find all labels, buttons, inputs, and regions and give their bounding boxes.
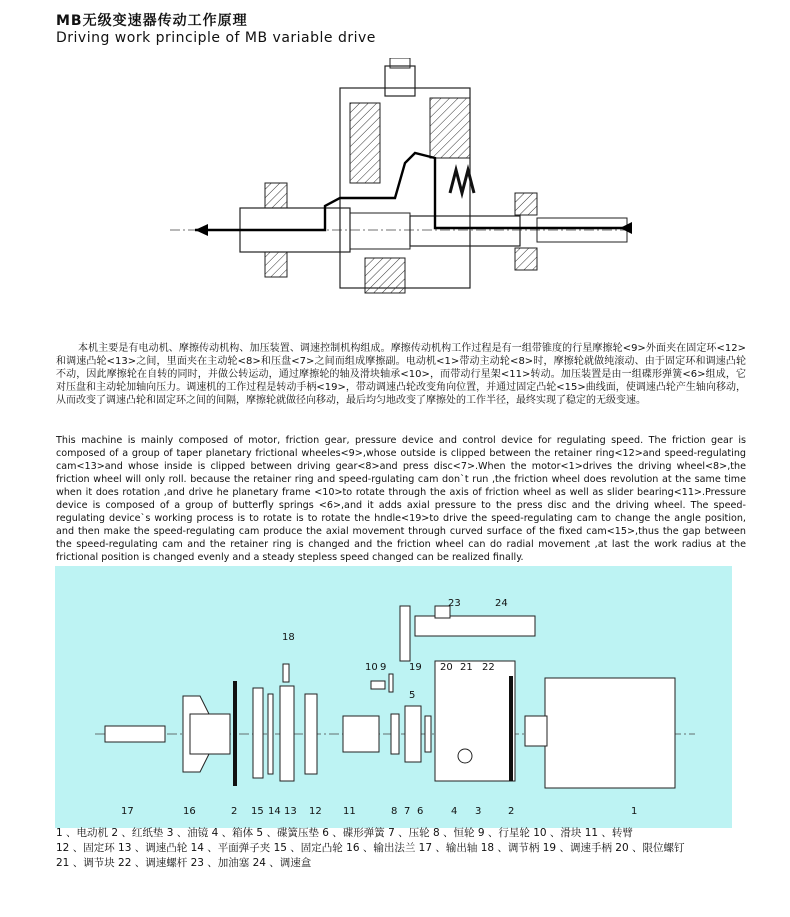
part-housing (435, 661, 515, 781)
housing-section-left (350, 103, 380, 183)
callout-24: 24 (495, 598, 508, 609)
part-motor (545, 678, 675, 788)
callout-13: 13 (284, 806, 297, 817)
callout-4: 4 (451, 806, 458, 817)
parts-diagram-panel (55, 566, 732, 828)
callout-10: 10 (365, 662, 378, 673)
bearing-bottom-right (515, 248, 537, 270)
callout-7: 7 (404, 806, 411, 817)
part-oil-sight (458, 749, 472, 763)
input-shaft (410, 216, 520, 246)
callout-14: 14 (268, 806, 281, 817)
description-cn: 本机主要是有电动机、摩擦传动机构、加压装置、调速控制机构组成。摩擦传动机构工作过程是有一组带锥度的行星摩擦轮<9>外面夹在固定环<12>和调速凸轮<13>之间，里面夹在主动轮<8>和压盘<7>之间而组成摩擦副。电动机<1>带动主动轮<8>时，摩擦轮就做纯滚动、由于固定环和调速凸轮不动，因此摩擦轮在自转的同时，并做公转运动，通过摩擦轮的轴及滑块轴承<10>，而带动行星架<11>转动。加压装置是由一组碟形弹簧<6>组成，它对压盘和主动轮加轴向压力。调速机的工作过程是转动手柄<19>，带动调速凸轮改变角向位置，并通过固定凸轮<15>曲线面，使调速凸轮产生轴向移动，从而改变了调速凸轮和固定环之间的间隔，摩擦轮就做径向移动，最后均匀地改变了摩擦处的工作半径，最终实现了稳定的无级变速。 (56, 343, 746, 406)
part-disc-spring (425, 716, 431, 752)
part-adjust-handle (283, 664, 289, 682)
callout-5: 5 (409, 690, 416, 701)
callout-18: 18 (282, 632, 295, 643)
part-speed-handle (400, 606, 410, 661)
part-planet-arm (343, 716, 379, 752)
part-press-disc (405, 706, 421, 762)
page-title-en: Driving work principle of MB variable drive (56, 30, 376, 46)
arrow-left (195, 224, 208, 236)
callout-23: 23 (448, 598, 461, 609)
part-speed-box (415, 616, 535, 636)
bearing-top-left (265, 183, 287, 208)
callout-8: 8 (391, 806, 398, 817)
callout-2-left: 2 (231, 806, 238, 817)
callout-19: 19 (409, 662, 422, 673)
part-slider (371, 681, 385, 689)
description-en: This machine is mainly composed of motor, friction gear, pressure device and control device for regulating speed. The friction gear is composed of a group of taper planetary frictional wheeles<9>,whose outside is clipped between the retainer ring<12>and speed-regulating cam<13>and whose inside is clipped between driving gear<8>and press disc<7>.When the motor<1>drives the driving wheel<8>,the friction wheel will only roll. because the retainer ring and speed-rgulating cam don`t run ,the friction wheel does revolution at the same time when it does rotation ,and drive he planetary frame <10>to rotate through the axis of friction wheel as well as slider bearing<11>.Pressure device is composed of a group of butterfly springs <6>,and it adds axial pressure to the press disc and the driving wheel. The speed-regulating device`s working process is to rotate is to rotate the hndle<19>to drive the speed-regulating cam to change the angle position, and then make the speed-regulating cam produce the axial movement through curved surface of the fixed cam<15>,thus the gap between the speed-regulating cam and the retainer ring is changed and the friction wheel can do radial movement ,at last the work radius at the frictional position is changed evenly and a steady stepless speed changed can be realized finally. (56, 434, 746, 563)
part-retainer-ring (305, 694, 317, 774)
part-ball-cage (268, 694, 273, 774)
legend-line-2: 12 、固定环 13 、调速凸轮 14 、平面弹子夹 15 、固定凸轮 16 、输出法兰 17 、输出轴 18 、调节柄 19 、调速手柄 20 、限位螺钉 (56, 842, 685, 854)
planet-carrier (350, 213, 410, 249)
flange-section (365, 258, 405, 293)
arrow-right (620, 222, 632, 234)
part-motor-shaft (525, 716, 547, 746)
callout-12: 12 (309, 806, 322, 817)
callout-2-right: 2 (508, 806, 515, 817)
callout-22: 22 (482, 662, 495, 673)
part-gasket-left (233, 681, 237, 786)
bearing-top-right (515, 193, 537, 215)
part-output-shaft (105, 726, 165, 742)
cross-section-svg (150, 58, 650, 318)
callout-17: 17 (121, 806, 134, 817)
oil-plug (385, 66, 415, 96)
part-flange-hub (190, 714, 230, 754)
callout-1: 1 (631, 806, 638, 817)
legend-line-1: 1 、电动机 2 、红纸垫 3 、油镜 4 、箱体 5 、碟簧压垫 6 、碟形弹簧 7 、压轮 8 、恒轮 9 、行星轮 10 、滑块 11 、转臂 (56, 827, 633, 839)
callout-6: 6 (417, 806, 424, 817)
callout-11: 11 (343, 806, 356, 817)
housing-section-right (430, 98, 470, 158)
cross-section-drawing (150, 58, 650, 318)
part-gasket-right (509, 676, 513, 781)
part-planet-wheel (389, 674, 393, 692)
callout-15: 15 (251, 806, 264, 817)
parts-diagram-svg (55, 566, 732, 828)
legend-line-3: 21 、调节块 22 、调速螺杆 23 、加油塞 24 、调速盒 (56, 857, 312, 869)
callout-20: 20 (440, 662, 453, 673)
callout-3: 3 (475, 806, 482, 817)
part-driving-wheel (391, 714, 399, 754)
page-title-cn: MB无级变速器传动工作原理 (56, 13, 248, 29)
part-speed-cam (280, 686, 294, 781)
bearing-bottom-left (265, 252, 287, 277)
part-fixed-cam (253, 688, 263, 778)
callout-21: 21 (460, 662, 473, 673)
parts-legend (56, 826, 756, 871)
callout-16: 16 (183, 806, 196, 817)
callout-9: 9 (380, 662, 387, 673)
